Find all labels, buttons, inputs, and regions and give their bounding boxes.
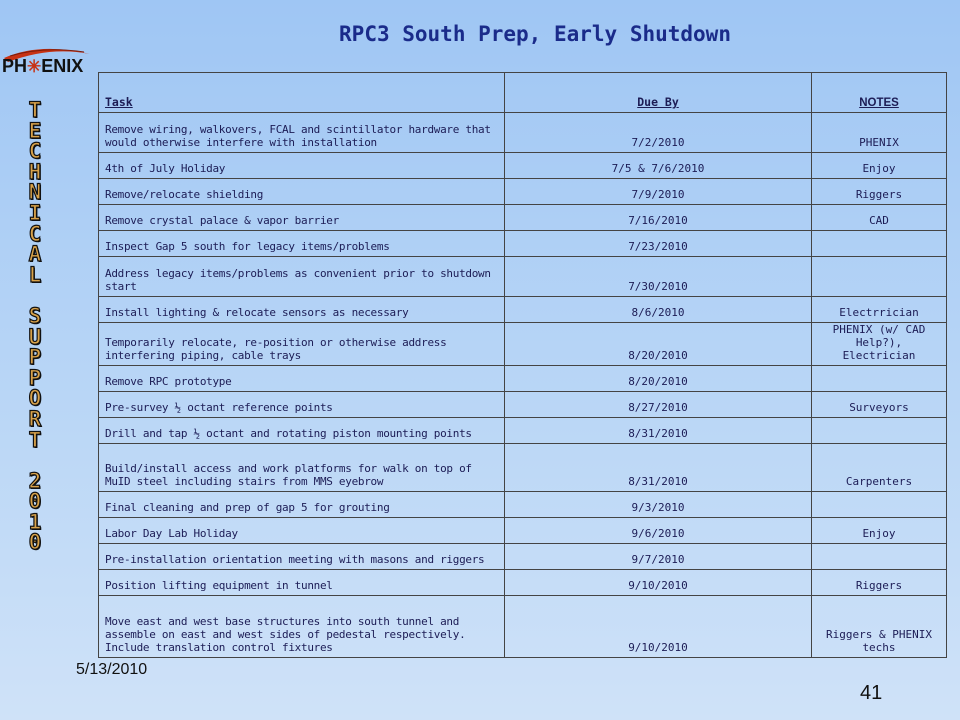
footer-date: 5/13/2010 xyxy=(76,661,148,678)
task-cell: Drill and tap ½ octant and rotating piston mounting points xyxy=(99,418,505,444)
table-row xyxy=(99,113,947,153)
slide-title: RPC3 South Prep, Early Shutdown xyxy=(339,22,731,46)
table-row xyxy=(99,366,947,392)
note-cell: Surveyors xyxy=(812,392,947,418)
page-number: 41 xyxy=(860,682,883,704)
vertical-letter: C xyxy=(28,139,42,164)
note-cell: CAD xyxy=(812,205,947,231)
due-cell: 9/10/2010 xyxy=(505,596,812,658)
due-cell: 9/10/2010 xyxy=(505,570,812,596)
task-cell: Labor Day Lab Holiday xyxy=(99,518,505,544)
task-table xyxy=(98,72,947,658)
table-row xyxy=(99,323,947,366)
vertical-banner-text xyxy=(20,100,50,553)
task-cell: Remove crystal palace & vapor barrier xyxy=(99,205,505,231)
note-cell: Riggers & PHENIX techs xyxy=(812,596,947,658)
note-cell: Enjoy xyxy=(812,153,947,179)
vertical-letter: T xyxy=(28,98,42,122)
due-cell: 8/31/2010 xyxy=(505,444,812,492)
table-row xyxy=(99,544,947,570)
vertical-letter: E xyxy=(28,118,42,143)
task-cell: Temporarily relocate, re-position or otherwise address interfering piping, cable trays xyxy=(99,323,505,366)
vertical-letter: P xyxy=(28,345,42,370)
due-cell: 8/31/2010 xyxy=(505,418,812,444)
table-row xyxy=(99,205,947,231)
vertical-letter xyxy=(20,285,50,306)
task-cell: Position lifting equipment in tunnel xyxy=(99,570,505,596)
note-cell xyxy=(812,492,947,518)
task-cell: Remove wiring, walkovers, FCAL and scintillator hardware that would otherwise interfere with installation xyxy=(99,113,505,153)
table-row xyxy=(99,257,947,297)
table-row xyxy=(99,153,947,179)
table-row xyxy=(99,596,947,658)
table-row xyxy=(99,518,947,544)
note-cell xyxy=(812,257,947,297)
due-cell: 9/3/2010 xyxy=(505,492,812,518)
due-cell: 7/2/2010 xyxy=(505,113,812,153)
task-cell: Address legacy items/problems as convenient prior to shutdown start xyxy=(99,257,505,297)
task-cell: Inspect Gap 5 south for legacy items/problems xyxy=(99,231,505,257)
header-notes: NOTES xyxy=(812,73,947,113)
table-row xyxy=(99,492,947,518)
note-cell: PHENIX xyxy=(812,113,947,153)
due-cell: 9/7/2010 xyxy=(505,544,812,570)
note-cell: Riggers xyxy=(812,179,947,205)
vertical-letter: U xyxy=(28,324,42,349)
task-cell: Final cleaning and prep of gap 5 for grouting xyxy=(99,492,505,518)
task-cell: Remove RPC prototype xyxy=(99,366,505,392)
due-cell: 7/16/2010 xyxy=(505,205,812,231)
logo-left-text: PH xyxy=(2,56,28,76)
task-cell: Build/install access and work platforms for walk on top of MuID steel including stairs from MMS eyebrow xyxy=(99,444,505,492)
header-task: Task xyxy=(99,73,505,113)
vertical-letter: T xyxy=(28,427,42,452)
due-cell: 7/5 & 7/6/2010 xyxy=(505,153,812,179)
header-due-by: Due By xyxy=(505,73,812,113)
due-cell: 8/20/2010 xyxy=(505,366,812,392)
table-row xyxy=(99,179,947,205)
due-cell: 8/6/2010 xyxy=(505,297,812,323)
table-row xyxy=(99,231,947,257)
task-cell: Move east and west base structures into south tunnel and assemble on east and west sides of pedestal respectively. Include translation control fixtures xyxy=(99,596,505,658)
task-cell: Pre-installation orientation meeting with masons and riggers xyxy=(99,544,505,570)
note-cell: Electrrician xyxy=(812,297,947,323)
due-cell: 7/23/2010 xyxy=(505,231,812,257)
table-row xyxy=(99,392,947,418)
note-cell: PHENIX (w/ CAD Help?), Electrician xyxy=(812,323,947,366)
vertical-letter: N xyxy=(28,180,42,205)
logo-star-icon: ✳ xyxy=(27,57,42,76)
vertical-letter: 0 xyxy=(28,530,42,555)
note-cell xyxy=(812,418,947,444)
task-cell: Install lighting & relocate sensors as necessary xyxy=(99,297,505,323)
task-cell: Pre-survey ½ octant reference points xyxy=(99,392,505,418)
due-cell: 8/27/2010 xyxy=(505,392,812,418)
vertical-letter: L xyxy=(28,262,42,287)
due-cell: 7/9/2010 xyxy=(505,179,812,205)
vertical-letter: R xyxy=(28,406,42,431)
vertical-letter: H xyxy=(28,159,42,184)
vertical-letter: C xyxy=(28,221,42,246)
vertical-letter: 1 xyxy=(28,509,42,534)
note-cell: Enjoy xyxy=(812,518,947,544)
table-row xyxy=(99,297,947,323)
due-cell: 9/6/2010 xyxy=(505,518,812,544)
table-row xyxy=(99,444,947,492)
note-cell: Carpenters xyxy=(812,444,947,492)
due-cell: 8/20/2010 xyxy=(505,323,812,366)
due-cell: 7/30/2010 xyxy=(505,257,812,297)
task-cell: 4th of July Holiday xyxy=(99,153,505,179)
vertical-letter: 0 xyxy=(28,489,42,514)
vertical-letter: O xyxy=(28,386,42,411)
task-cell: Remove/relocate shielding xyxy=(99,179,505,205)
vertical-letter: I xyxy=(28,200,42,225)
note-cell xyxy=(812,366,947,392)
phenix-logo xyxy=(2,56,83,77)
table-header-row xyxy=(99,73,947,113)
vertical-letter: P xyxy=(28,365,42,390)
vertical-letter: 2 xyxy=(28,468,42,493)
vertical-letter xyxy=(20,450,50,471)
table-row xyxy=(99,418,947,444)
table-row xyxy=(99,570,947,596)
note-cell xyxy=(812,544,947,570)
vertical-letter: S xyxy=(28,303,42,328)
vertical-letter: A xyxy=(28,242,42,267)
note-cell: Riggers xyxy=(812,570,947,596)
note-cell xyxy=(812,231,947,257)
logo-right-text: ENIX xyxy=(41,56,84,76)
